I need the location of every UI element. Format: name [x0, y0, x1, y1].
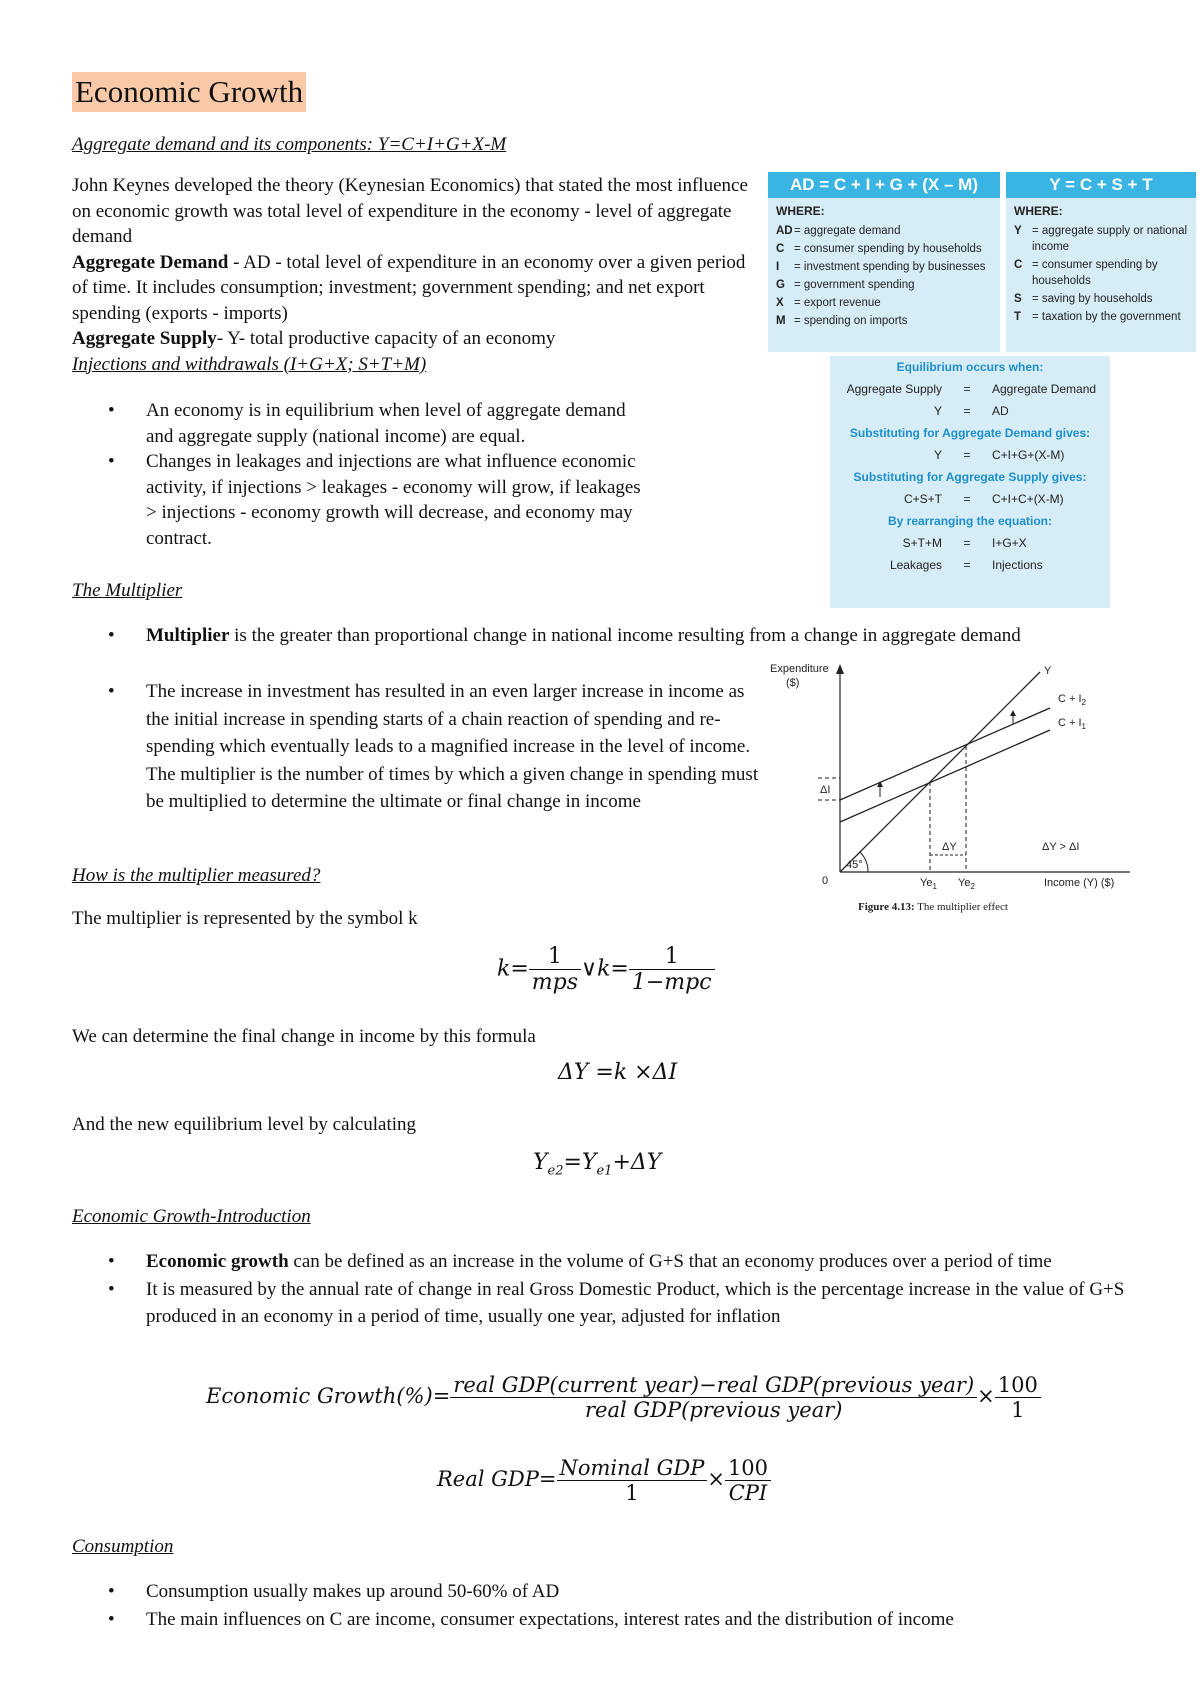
- equilibrium-box: [830, 356, 1110, 608]
- delta-y-formula: ΔY =k ×ΔI: [558, 1060, 678, 1085]
- consumption-heading: Consumption: [72, 1536, 174, 1557]
- eq-row: Y = AD: [933, 404, 1009, 418]
- equilibrium-list: [72, 398, 642, 551]
- growth-list: [72, 1248, 1132, 1331]
- line-c-i1-label: $C + I_1$: [1058, 717, 1086, 731]
- growth-heading: Economic Growth-Introduction: [72, 1206, 311, 1227]
- eq-heading: Substituting for Aggregate Supply gives:: [853, 470, 1087, 484]
- ye1-label: $Ye_1$: [920, 877, 937, 891]
- ad-components-table: [768, 172, 1000, 352]
- ad-components-heading: Aggregate demand and its components: Y=C+I+G+X-M: [72, 134, 507, 155]
- eq-row: S+T+M = I+G+X: [902, 536, 1027, 550]
- table-row: M = spending on imports: [776, 315, 908, 327]
- eq-row: Aggregate Supply = Aggregate Demand: [846, 382, 1097, 396]
- list-item: • It is measured by the annual rate of change in real Gross Domestic Product, which is the percentage increase in the value of G+S produced in an economy in a period of time, usually one year, adjusted for inflation: [72, 1276, 1132, 1331]
- symbol-text: The multiplier is represented by the symbol k: [72, 908, 418, 929]
- line-c-i2: [840, 708, 1050, 800]
- list-item: • An economy is in equilibrium when level of aggregate demand and aggregate supply (national income) are equal.: [72, 398, 642, 449]
- eq-heading: By rearranging the equation:: [887, 514, 1053, 528]
- k-formula: k= $\frac{1}{\text{mps}}$ ∨k= $\frac{1}{\text{1−mpc}}$: [497, 944, 715, 995]
- table-row: S = saving by households: [1014, 293, 1153, 305]
- as-components-table: [1006, 172, 1196, 352]
- eq-heading: Equilibrium occurs when:: [896, 360, 1044, 374]
- list-item: • Consumption usually makes up around 50-60% of AD: [72, 1578, 1152, 1606]
- final-change-text: We can determine the final change in income by this formula: [72, 1026, 536, 1047]
- table-row: Y = aggregate supply or national income: [1014, 225, 1188, 253]
- figure-caption: Figure 4.13: The multiplier effect: [858, 901, 1008, 913]
- delta-comparison-label: ΔY > ΔI: [1042, 841, 1080, 853]
- eq-heading: Substituting for Aggregate Demand gives:: [849, 426, 1091, 440]
- as-definition: Aggregate Supply- Y- total productive capacity of an economy: [72, 328, 556, 349]
- growth-formula: Economic Growth(%)= $\frac{\text{real GDP(current year)−real GDP(previous year)}}{\text{real GDP(previous year)}}$ × $\frac{100}{1}$: [206, 1373, 1041, 1422]
- y-table-header: Y = C + S + T: [1006, 172, 1196, 198]
- list-item: • The increase in investment has resulted in an even larger increase in income as the initial increase in spending starts of a chain reaction of spending and re-spending which eventually leads to a magnified increase in the level of income. The multiplier is the number of times by which a given change in spending must be multiplied to determine the ultimate or final change in income: [72, 678, 770, 816]
- ye2-label: $Ye_2$: [958, 877, 975, 891]
- x-axis-label: Income (Y) ($): [1044, 877, 1115, 889]
- shift-arrow-head: [1010, 710, 1016, 716]
- multiplier-heading: The Multiplier: [72, 580, 183, 601]
- y-table-where: WHERE:: [1014, 204, 1063, 218]
- ad-table-header: AD = C + I + G + (X – M): [768, 172, 1000, 198]
- y-axis-label: Expenditure: [770, 663, 829, 675]
- line-c-i1: [840, 730, 1050, 822]
- multiplier-list-2: [72, 678, 770, 816]
- measured-heading: How is the multiplier measured?: [72, 865, 321, 886]
- ye-formula: $Y_{e2}=Y_{e1}+\Delta Y$: [533, 1150, 662, 1179]
- page-title: Economic Growth: [72, 72, 306, 112]
- list-item: • Changes in leakages and injections are what influence economic activity, if injections > leakages - economy will grow, if leakages > injections - economy growth will decrease, and economy may contract.: [72, 449, 642, 551]
- new-equilibrium-text: And the new equilibrium level by calculating: [72, 1114, 417, 1135]
- y-axis-unit: ($): [786, 677, 800, 689]
- table-row: C = consumer spending by households: [776, 243, 982, 255]
- eq-row: C+S+T = C+I+C+(X-M): [903, 492, 1064, 506]
- line-c-i2-label: $C + I_2$: [1058, 693, 1086, 707]
- delta-i-label: ΔI: [820, 784, 831, 796]
- real-gdp-formula: Real GDP= $\frac{\text{Nominal GDP}}{1}$ × $\frac{100}{\text{CPI}}$: [437, 1456, 771, 1505]
- intro-block: [72, 173, 752, 377]
- multiplier-list-1: [72, 623, 1112, 649]
- table-row: AD = aggregate demand: [776, 225, 901, 237]
- list-item: • The main influences on C are income, consumer expectations, interest rates and the distribution of income: [72, 1606, 1152, 1634]
- keynes-paragraph: John Keynes developed the theory (Keynesian Economics) that stated the most influence on economic growth was total level of expenditure in the economy - level of aggregate demand: [72, 175, 748, 247]
- angle-label: 45°: [846, 859, 863, 871]
- table-row: X = export revenue: [776, 297, 881, 309]
- table-row: T = taxation by the government: [1014, 311, 1181, 323]
- eq-row: Y = C+I+G+(X-M): [933, 448, 1065, 462]
- ad-table-where: WHERE:: [776, 204, 825, 218]
- eq-row: Leakages = Injections: [889, 558, 1043, 572]
- line-y: [840, 672, 1040, 872]
- ad-definition: Aggregate Demand - AD - total level of expenditure in an economy over a given period of time. It includes consumption; investment; government spending; and net export spending (exports - imports): [72, 251, 746, 324]
- multiplier-graph: [770, 660, 1140, 920]
- consumption-list: [72, 1578, 1152, 1633]
- y-axis-arrow: [836, 664, 844, 674]
- table-row: G = government spending: [776, 279, 915, 291]
- list-item: • Economic growth can be defined as an increase in the volume of G+S that an economy produces over a period of time: [72, 1248, 1132, 1276]
- origin-label: 0: [822, 875, 829, 887]
- list-item: • Multiplier is the greater than proportional change in national income resulting from a change in aggregate demand: [72, 623, 1112, 649]
- table-row: I = investment spending by businesses: [776, 261, 986, 273]
- delta-y-label: ΔY: [942, 841, 957, 853]
- table-row: C = consumer spending by households: [1014, 259, 1158, 287]
- injections-heading: Injections and withdrawals (I+G+X; S+T+M): [72, 353, 427, 375]
- line-y-label: Y: [1044, 665, 1052, 677]
